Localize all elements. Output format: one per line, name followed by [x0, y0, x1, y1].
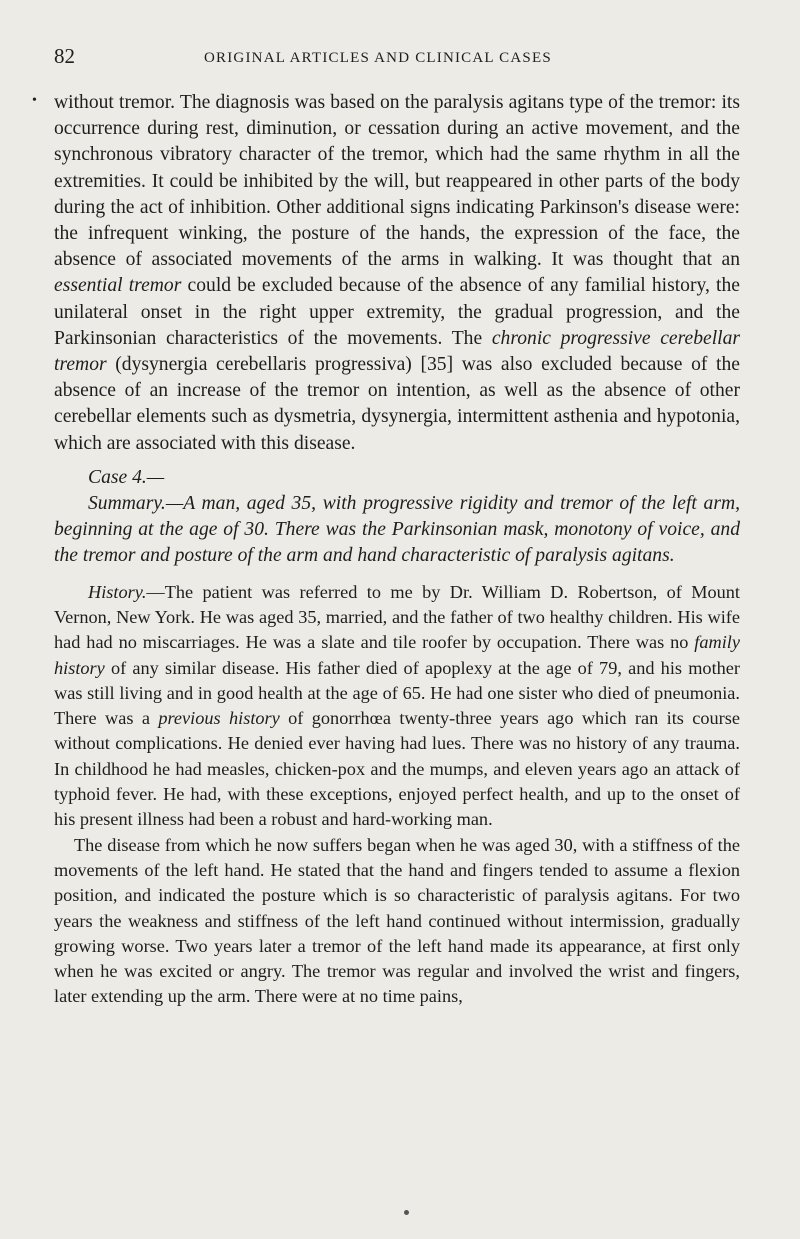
margin-dot: •	[32, 93, 37, 108]
paragraph-disease-onset: The disease from which he now suffers began when he was aged 30, with a stiffness of the movements of the left hand. He stated that the hand and fingers tended to assume a flexion position, and indicated the posture which is so characteristic of paralysis agitans. For two years the weakness and stiffness of the left hand continued without intermission, gradually growing worse. Two years later a tremor of the left hand made its appearance, at first only when he was excited or angry. The tremor was regular and involved the wrist and fingers, later extending up the arm. There were at no time pains,	[54, 834, 740, 1007]
italic-term: essential tremor	[54, 275, 182, 297]
page-header	[54, 44, 744, 74]
running-head: ORIGINAL ARTICLES AND CLINICAL CASES	[204, 50, 552, 66]
paragraph-history: History.—The patient was referred to me by Dr. William D. Robertson, of Mount Vernon, New York. He was aged 35, married, and the father of two healthy children. His wife had had no miscarriages. He was a slate and tile roofer by occupation. There was no family history of any similar disease. His father died of apoplexy at the age of 79, and his mother was still living and in good health at the age of 65. He had one sister who died of pneumonia. There was a previous history of gonorrhœa twenty-three years ago which ran its course without complications. He denied ever having had lues. There was no history of any trauma. In childhood he had measles, chicken-pox and the mumps, and eleven years ago an attack of typhoid fever. He had, with these exceptions, enjoyed perfect health, and up to the onset of his present illness had been a robust and hard-working man.	[54, 581, 740, 830]
italic-term: chronic progressive cerebellar tremor	[54, 327, 740, 376]
italic-term: previous history	[158, 708, 280, 729]
body-text	[54, 90, 740, 1010]
case-summary: Summary.—A man, aged 35, with progressive rigidity and tremor of the left arm, beginning at the age of 30. There was the Parkinsonian mask, monotony of voice, and the tremor and posture of the arm and hand characteristic of paralysis agitans.	[54, 493, 740, 567]
page-number: 82	[54, 44, 75, 68]
italic-term: family history	[54, 632, 740, 678]
case-heading: Case 4.—	[88, 466, 165, 488]
ink-speck	[404, 1210, 409, 1215]
paragraph-diagnosis: without tremor. The diagnosis was based on the paralysis agitans type of the tremor: its occurrence during rest, diminution, or cessation during an active movement, and the synchronous vibratory character of the tremor, which had the same rhythm in all the extremities. It could be inhibited by the will, but reappeared in other parts of the body during the act of inhibition. Other additional signs indicating Parkinson's disease were: the infrequent winking, the posture of the hands, the expression of the face, the absence of associated movements of the arms in walking. It was thought that an essential tremor could be excluded because of the absence of any familial history, the unilateral onset in the right upper extremity, the gradual progression, and the Parkinsonian characteristics of the movements. The chronic progressive cerebellar tremor (dysynergia cerebellaris progressiva) [35] was also excluded because of the absence of an increase of the tremor on intention, as well as the absence of other cerebellar elements such as dysmetria, dysynergia, intermittent asthenia and hypotonia, which are associated with this disease.	[54, 92, 740, 454]
history-label: History.	[88, 581, 147, 602]
